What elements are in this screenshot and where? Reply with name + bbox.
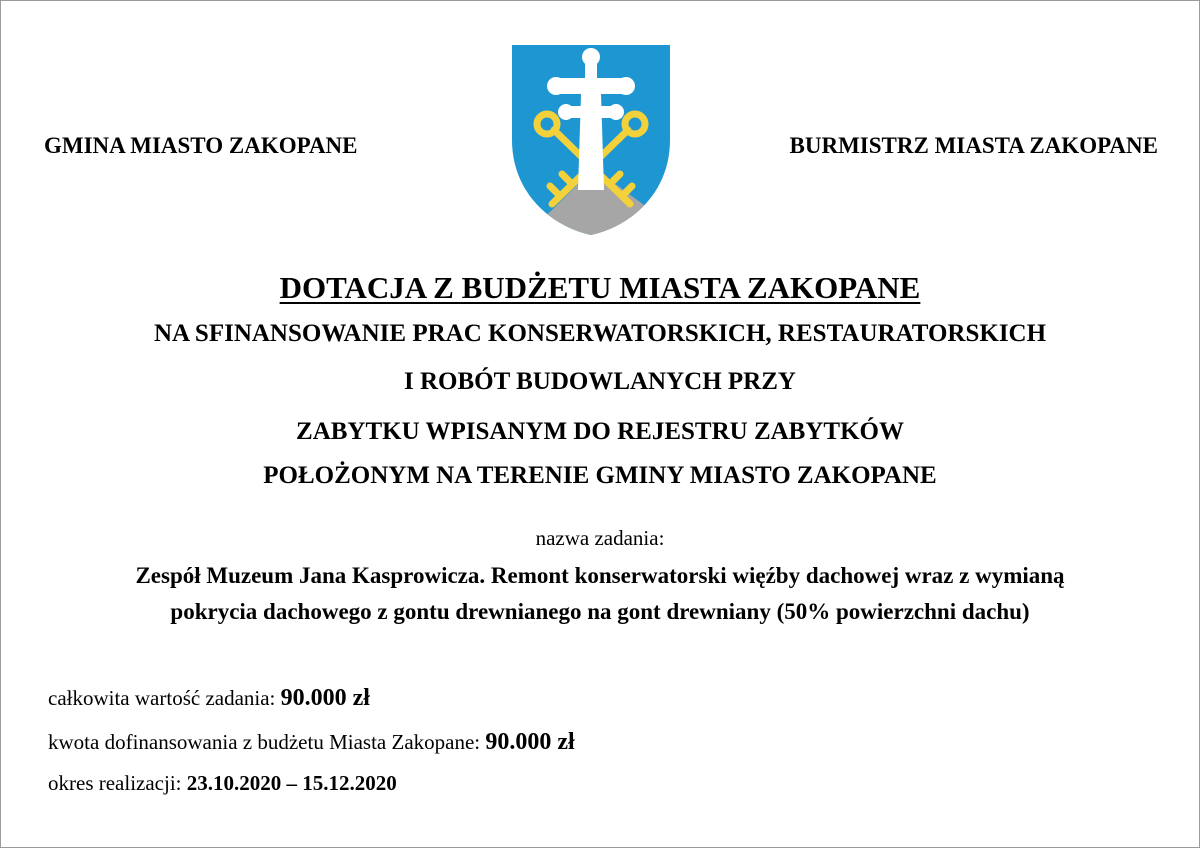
period-label: okres realizacji: (48, 771, 187, 795)
header-mayor: BURMISTRZ MIASTA ZAKOPANE (789, 133, 1158, 158)
header-municipality: GMINA MIASTO ZAKOPANE (44, 133, 358, 158)
task-name-line-2: pokrycia dachowego z gontu drewnianego na gont drewniany (50% powierzchni dachu) (170, 599, 1030, 624)
task-name-line-1: Zespół Muzeum Jana Kasprowicza. Remont konserwatorski więźby dachowej wraz z wymianą (135, 563, 1065, 588)
zakopane-coat-of-arms-icon (510, 44, 672, 236)
total-value-row (48, 683, 370, 713)
total-value-label: całkowita wartość zadania: (48, 686, 281, 710)
task-label: nazwa zadania: (535, 526, 665, 550)
coat-of-arms (510, 44, 672, 236)
funding-row (48, 727, 575, 757)
period-dates: 23.10.2020 – 15.12.2020 (186, 771, 397, 795)
task-name (20, 558, 1180, 630)
total-value-amount: 90.000 zł (280, 685, 370, 711)
funding-amount: 90.000 zł (485, 729, 575, 755)
subtitle-line-3: ZABYTKU WPISANYM DO REJESTRU ZABYTKÓW (296, 418, 904, 445)
page-title: DOTACJA Z BUDŻETU MIASTA ZAKOPANE (279, 270, 921, 305)
funding-label: kwota dofinansowania z budżetu Miasta Zakopane: (48, 730, 486, 754)
subtitle-line-4: POŁOŻONYM NA TERENIE GMINY MIASTO ZAKOPANE (263, 462, 937, 489)
period-row (48, 768, 397, 798)
subtitle-line-1: NA SFINANSOWANIE PRAC KONSERWATORSKICH, RESTAURATORSKICH (153, 320, 1047, 347)
subtitle-line-2: I ROBÓT BUDOWLANYCH PRZY (404, 368, 796, 395)
